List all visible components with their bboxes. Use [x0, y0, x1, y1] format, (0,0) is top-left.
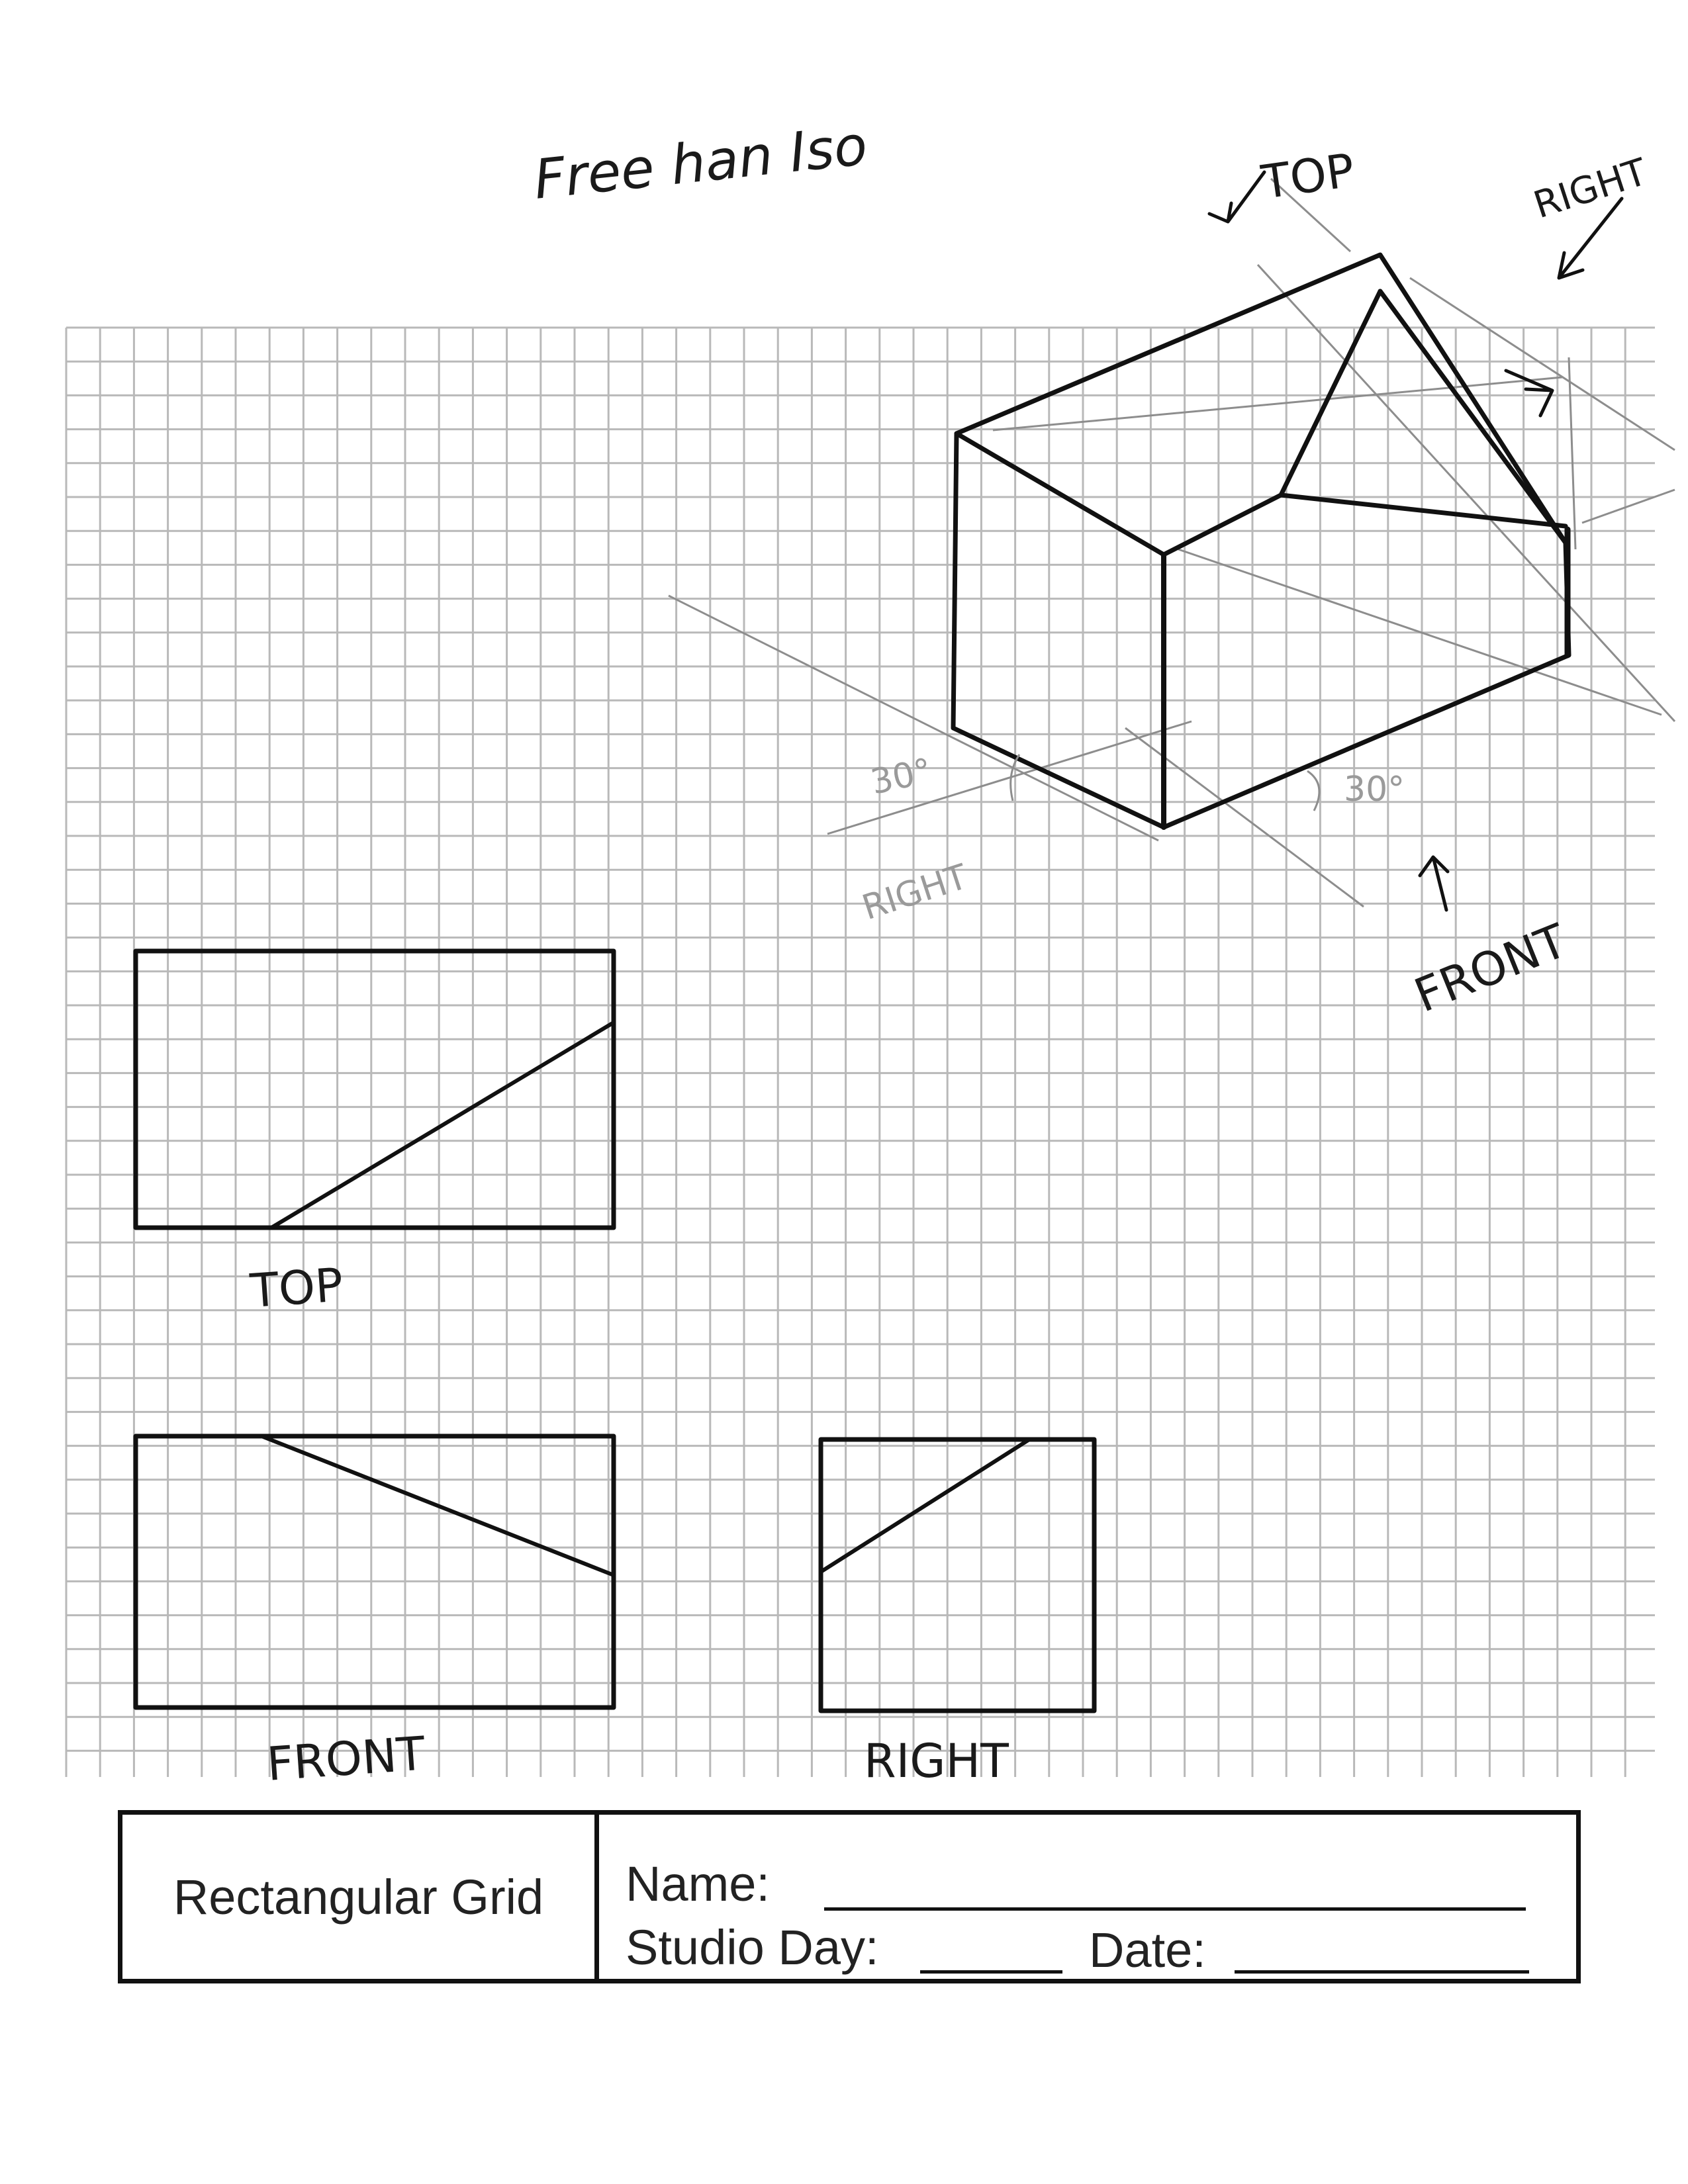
name-label: Name:	[626, 1856, 770, 1911]
studio-day-label: Studio Day:	[626, 1920, 879, 1975]
iso-top-right-edge	[1164, 495, 1281, 555]
title-block	[118, 1810, 1581, 1983]
right-view-diagonal	[821, 1439, 1029, 1572]
ortho-label-right: RIGHT	[864, 1734, 1009, 1788]
sketch-title: Free han Iso	[531, 114, 870, 212]
direction-arrow	[1506, 371, 1552, 416]
iso-roof-edge	[1380, 291, 1566, 543]
angle-label-left: 30°	[867, 751, 935, 803]
iso-label-top: TOP	[1258, 143, 1358, 210]
name-field[interactable]	[824, 1907, 1526, 1911]
ortho-label-top: TOP	[248, 1257, 345, 1318]
date-label: Date:	[1089, 1923, 1206, 1978]
construction-line	[1569, 357, 1575, 549]
construction-line	[1582, 490, 1675, 523]
iso-top-left-edge	[957, 433, 1164, 555]
iso-label-right: RIGHT	[1528, 150, 1652, 228]
front-view-diagonal	[261, 1436, 614, 1575]
right-view	[821, 1439, 1094, 1788]
top-view-arrow	[1209, 172, 1264, 222]
sheet-name: Rectangular Grid	[173, 1869, 544, 1925]
rectangular-grid	[66, 328, 1655, 1777]
angle-arc-right	[1307, 771, 1319, 811]
front-view-outline	[136, 1436, 614, 1707]
ortho-label-front: FRONT	[265, 1726, 427, 1792]
top-view-diagonal	[271, 1023, 614, 1228]
pencil-note: RIGHT	[857, 857, 972, 929]
front-view	[136, 1436, 614, 1792]
studio-day-field[interactable]	[920, 1970, 1062, 1974]
front-view-arrow	[1420, 857, 1448, 910]
iso-box-outline	[953, 255, 1569, 827]
title-block-sheet-cell	[122, 1815, 599, 1979]
iso-slope-edge	[1281, 291, 1380, 495]
iso-label-front: FRONT	[1407, 913, 1575, 1023]
date-field[interactable]	[1235, 1970, 1529, 1974]
top-view-outline	[136, 951, 614, 1228]
angle-label-right: 30°	[1344, 770, 1405, 809]
